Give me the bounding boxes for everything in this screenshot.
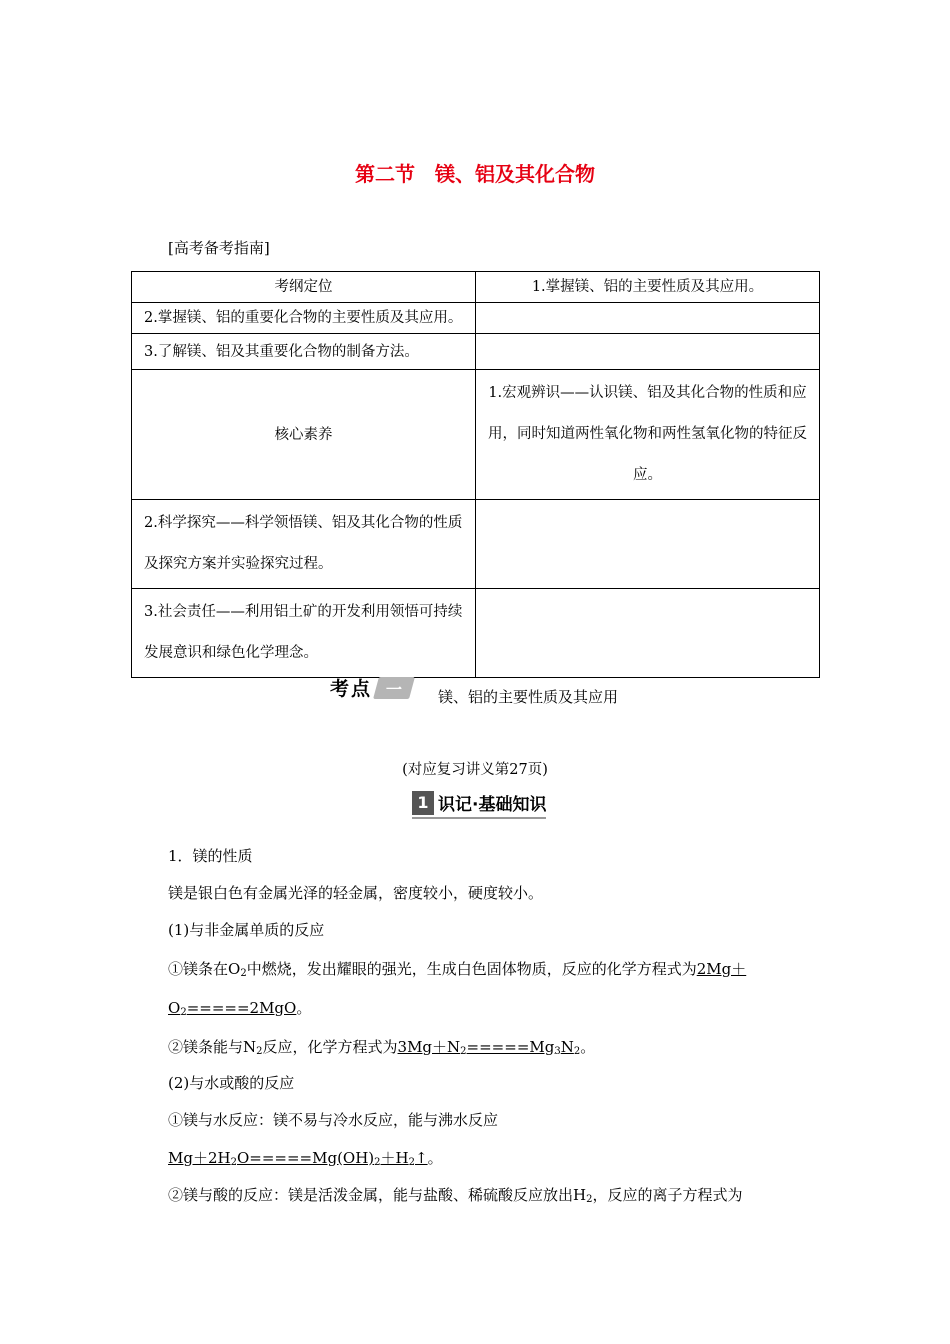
text-run: 。 <box>427 1149 443 1167</box>
text-run: =====Mg <box>466 1038 555 1056</box>
kaodian-title: 镁、铝的主要性质及其应用 <box>438 688 619 706</box>
text-run: N <box>560 1038 574 1056</box>
subscript: 2 <box>408 1157 415 1168</box>
table-row <box>132 500 820 589</box>
page-title: 第二节 镁、铝及其化合物 <box>355 162 595 186</box>
table-cell: 3.社会责任——利用铝土矿的开发利用领悟可持续发展意识和绿色化学理念。 <box>132 589 476 678</box>
table-cell: 2.掌握镁、铝的重要化合物的主要性质及其应用。 <box>132 303 476 334</box>
paragraph: ①镁与水反应：镁不易与冷水反应，能与沸水反应 <box>168 1111 499 1129</box>
table-cell <box>476 334 820 370</box>
paragraph <box>168 1147 443 1168</box>
text-run: 3Mg＋N <box>397 1038 461 1056</box>
text-run: 中燃烧，发出耀眼的强光，生成白色固体物质，反应的化学方程式为 <box>246 960 697 978</box>
text-run: O=====Mg(OH) <box>236 1149 375 1167</box>
section-header <box>412 790 546 819</box>
table-cell <box>476 303 820 334</box>
text-run: ↑ <box>415 1149 428 1167</box>
table-cell: 1.宏观辨识——认识镁、铝及其化合物的性质和应用，同时知道两性氧化物和两性氢氧化物的特征反应。 <box>476 370 820 500</box>
table-cell: 1.掌握镁、铝的主要性质及其应用。 <box>476 272 820 303</box>
equation-answer <box>168 1149 428 1167</box>
guide-label: [高考备考指南] <box>168 239 270 257</box>
table-cell <box>476 500 820 589</box>
paragraph <box>168 997 311 1018</box>
text-run: =====2MgO <box>186 999 297 1017</box>
subscript: 3 <box>554 1046 561 1057</box>
table-row <box>132 303 820 334</box>
table-row <box>132 589 820 678</box>
subscript: 2 <box>586 1194 593 1205</box>
subscript: 2 <box>240 968 247 979</box>
section-number: 1 <box>412 791 434 815</box>
subscript: 2 <box>230 1157 237 1168</box>
paragraph: (1)与非金属单质的反应 <box>168 921 325 939</box>
paragraph: 镁是银白色有金属光泽的轻金属，密度较小，硬度较小。 <box>168 884 544 902</box>
paragraph: (2)与水或酸的反应 <box>168 1074 295 1092</box>
text-run: ，反应的离子方程式为 <box>592 1186 743 1204</box>
text-run: 。 <box>580 1038 596 1056</box>
table-cell: 2.科学探究——科学领悟镁、铝及其化合物的性质及探究方案并实验探究过程。 <box>132 500 476 589</box>
kaodian-badge: 考点 <box>330 678 373 700</box>
page-reference: (对应复习讲义第27页) <box>402 762 548 778</box>
text-run: 反应，化学方程式为 <box>262 1038 398 1056</box>
text-run: ②镁条能与N <box>168 1038 257 1056</box>
subscript: 2 <box>180 1007 187 1018</box>
equation-answer <box>168 999 296 1017</box>
table-cell <box>476 589 820 678</box>
subscript: 2 <box>460 1046 467 1057</box>
text-run: ①镁条在O <box>168 960 241 978</box>
subscript: 2 <box>256 1046 263 1057</box>
table-cell: 核心素养 <box>132 370 476 500</box>
kaodian-header <box>330 668 618 707</box>
text-run: 。 <box>296 999 312 1017</box>
subscript: 2 <box>374 1157 381 1168</box>
guide-table <box>131 271 820 678</box>
table-row <box>132 370 820 500</box>
table-cell: 考纲定位 <box>132 272 476 303</box>
section-title: 识记·基础知识 <box>438 795 547 815</box>
paragraph <box>168 1184 742 1205</box>
text-run: Mg＋2H <box>168 1149 231 1167</box>
text-run: O <box>168 999 181 1017</box>
text-run: ＋H <box>380 1149 409 1167</box>
paragraph <box>168 958 746 979</box>
heading-magnesium: 1．镁的性质 <box>168 847 253 865</box>
table-row <box>132 334 820 370</box>
kaodian-number: 一 <box>373 677 415 699</box>
table-row <box>132 272 820 303</box>
subscript: 2 <box>573 1046 581 1057</box>
equation-answer <box>398 1038 581 1056</box>
table-cell: 3.了解镁、铝及其重要化合物的制备方法。 <box>132 334 476 370</box>
paragraph <box>168 1036 595 1057</box>
text-run: ②镁与酸的反应：镁是活泼金属，能与盐酸、稀硫酸反应放出H <box>168 1186 587 1204</box>
equation-answer: 2Mg＋ <box>696 960 747 978</box>
